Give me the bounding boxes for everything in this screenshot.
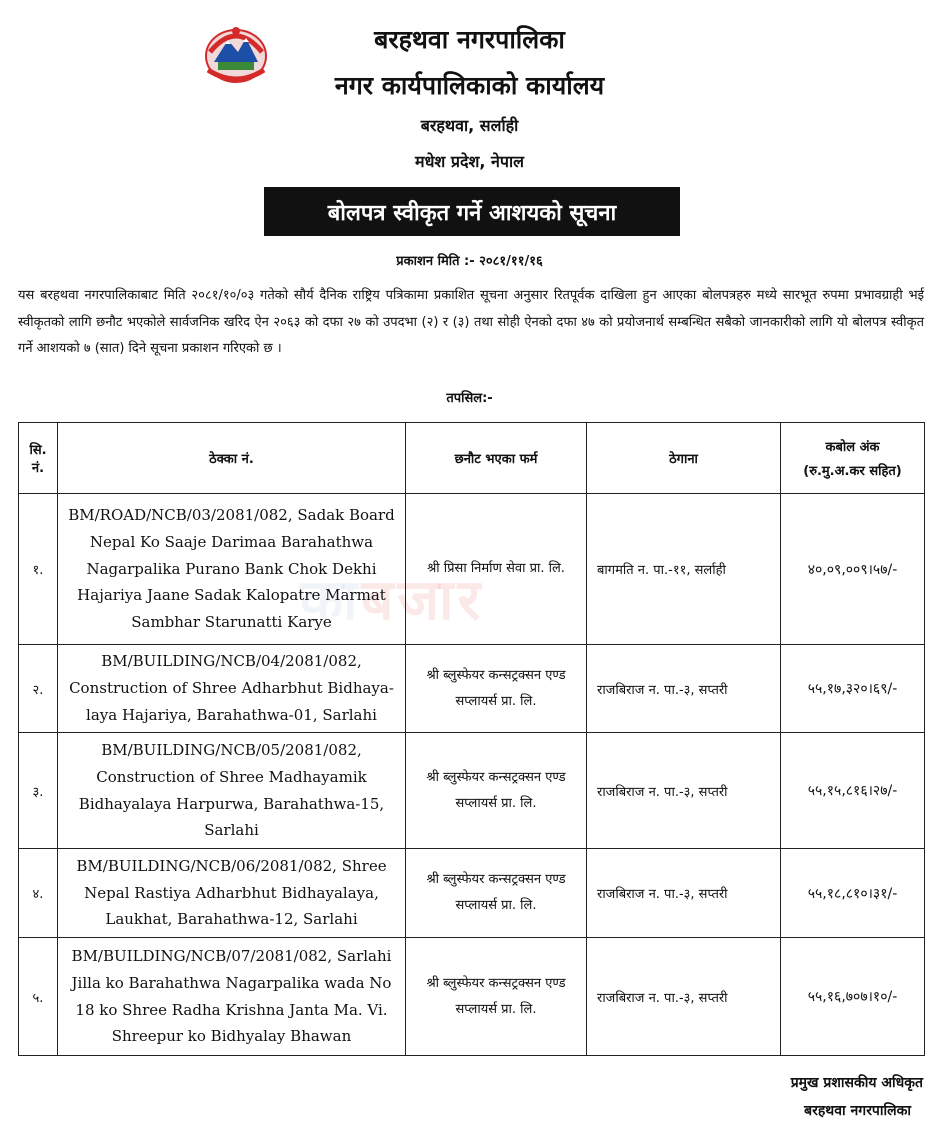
header-amount-line1: कबोल अंक xyxy=(825,440,880,455)
header-amount-line2: (रु.मु.अ.कर सहित) xyxy=(803,464,902,479)
table-header-row xyxy=(19,423,925,494)
row-amount: ५५,१७,३२०।६९/- xyxy=(781,645,925,733)
row-contract: BM/ROAD/NCB/03/2081/082, Sadak Board Nepal Ko Saaje Darimaa Barahathwa Nagarpalika Purano Bank Chok Dekhi Hajariya Jaane Sadak Kalopatre Marmat Sambhar Starunatti Karye xyxy=(58,494,406,645)
table-row xyxy=(19,938,925,1056)
table-row xyxy=(19,733,925,849)
address-line-1: बरहथवा, सर्लाही xyxy=(420,116,519,135)
municipality-name: बरहथवा नगरपालिका xyxy=(374,25,565,54)
signatory-office: बरहथवा नगरपालिका xyxy=(804,1103,911,1119)
row-firm: श्री ब्लुस्फेयर कन्सट्रक्सन एण्ड सप्लायर्स प्रा. लि. xyxy=(406,938,587,1056)
row-firm: श्री प्रिसा निर्माण सेवा प्रा. लि. xyxy=(406,494,587,645)
signatory-title: प्रमुख प्रशासकीय अधिकृत xyxy=(790,1075,923,1091)
table-row xyxy=(19,849,925,938)
row-address: राजबिराज न. पा.-३, सप्तरी xyxy=(587,645,781,733)
row-address: राजबिराज न. पा.-३, सप्तरी xyxy=(587,733,781,849)
row-address: राजबिराज न. पा.-३, सप्तरी xyxy=(587,849,781,938)
contracts-table xyxy=(18,422,925,1056)
office-name: नगर कार्यपालिकाको कार्यालय xyxy=(334,71,605,100)
row-firm: श्री ब्लुस्फेयर कन्सट्रक्सन एण्ड सप्लायर्स प्रा. लि. xyxy=(406,733,587,849)
header-address: ठेगाना xyxy=(587,423,781,494)
row-amount: ५५,१६,७०७।१०/- xyxy=(781,938,925,1056)
header-sn-line1: सि. xyxy=(29,443,47,458)
row-firm: श्री ब्लुस्फेयर कन्सट्रक्सन एण्ड सप्लायर्स प्रा. लि. xyxy=(406,645,587,733)
row-amount: ४०,०९,००९।५७/- xyxy=(781,494,925,645)
row-sn: ३. xyxy=(19,733,58,849)
header-sn-line2: नं. xyxy=(31,461,45,476)
row-address: बागमति न. पा.-११, सर्लाही xyxy=(587,494,781,645)
row-amount: ५५,१५,८१६।२७/- xyxy=(781,733,925,849)
table-row xyxy=(19,494,925,645)
notice-paragraph: यस बरहथवा नगरपालिकाबाट मिति २०८१/१०/०३ गतेको सौर्य दैनिक राष्ट्रिय पत्रिकामा प्रकाशित सूचना अनुसार रितपूर्वक दाखिला हुन आएका बोलपत्रहरु मध्ये सारभूत रुपमा प्रभावग्राही भई स्वीकृतको लागि छनौट भएकोले सार्वजनिक खरिद ऐन २०६३ को दफा २७ को उपदभा (२) र (३) तथा सोही ऐनको दफा ४७ को प्रयोजनार्थ सम्बन्धित सबैको जानकारीको लागि यो बोलपत्र स्वीकृत गर्ने आशयको ७ (सात) दिने सूचना प्रकाशन गरिएको छ । xyxy=(18,288,924,357)
address-line-2: मधेश प्रदेश, नेपाल xyxy=(415,152,524,171)
watermark-part-2: बजार xyxy=(361,568,485,633)
row-firm: श्री ब्लुस्फेयर कन्सट्रक्सन एण्ड सप्लायर्स प्रा. लि. xyxy=(406,849,587,938)
publication-date: प्रकाशन मिति :- २०८१/११/१६ xyxy=(396,254,543,269)
row-contract: BM/BUILDING/NCB/04/2081/082, Construction of Shree Adharbhut Bidhaya-laya Hajariya, Barahathwa-01, Sarlahi xyxy=(58,645,406,733)
row-sn: ५. xyxy=(19,938,58,1056)
header-amount xyxy=(781,423,925,494)
row-sn: २. xyxy=(19,645,58,733)
header-firm: छनौट भएका फर्म xyxy=(406,423,587,494)
watermark-part-1: का xyxy=(300,568,362,633)
row-sn: १. xyxy=(19,494,58,645)
row-contract: BM/BUILDING/NCB/05/2081/082, Construction of Shree Madhayamik Bidhayalaya Harpurwa, Barahathwa-15, Sarlahi xyxy=(58,733,406,849)
details-label: तपसिल:- xyxy=(446,391,493,406)
header-sn xyxy=(19,423,58,494)
row-sn: ४. xyxy=(19,849,58,938)
row-contract: BM/BUILDING/NCB/07/2081/082, Sarlahi Jilla ko Barahathwa Nagarpalika wada No 18 ko Shree Radha Krishna Janta Ma. Vi. Shreepur ko Bidhyalay Bhawan xyxy=(58,938,406,1056)
header-contract: ठेक्का नं. xyxy=(58,423,406,494)
notice-header xyxy=(0,0,939,250)
table-row xyxy=(19,645,925,733)
row-address: राजबिराज न. पा.-३, सप्तरी xyxy=(587,938,781,1056)
row-amount: ५५,१८,८१०।३१/- xyxy=(781,849,925,938)
row-contract: BM/BUILDING/NCB/06/2081/082, Shree Nepal Rastiya Adharbhut Bidhayalaya, Laukhat, Barahathwa-12, Sarlahi xyxy=(58,849,406,938)
notice-title-banner: बोलपत्र स्वीकृत गर्ने आशयको सूचना xyxy=(264,187,680,236)
